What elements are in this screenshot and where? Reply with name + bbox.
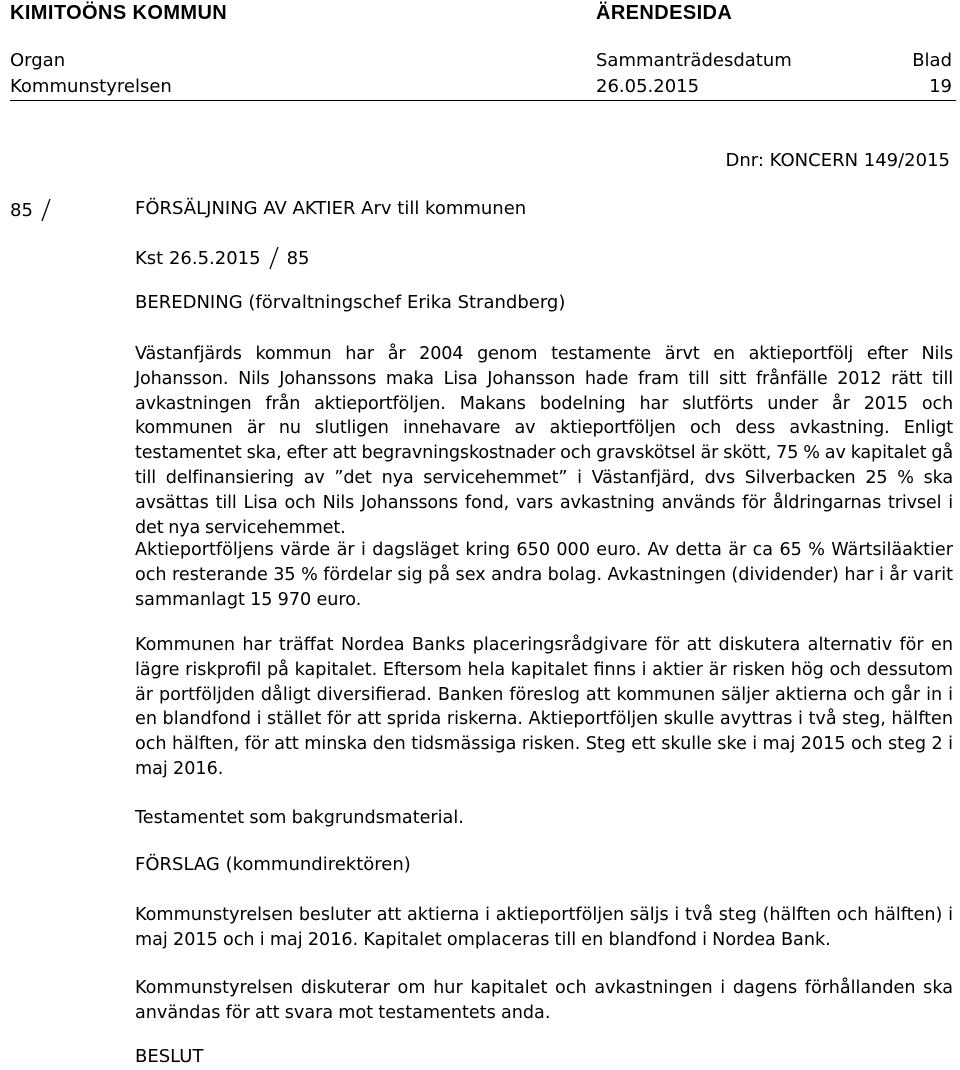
preparation-paragraph: Kommunen har träffat Nordea Banks placeringsrådgivare för att diskutera alternativ för en lägre riskprofil på kapitalet. Eftersom hela kapitalet finns i aktier är risken hög och dessutom är portföljden dåligt diversifierad. Banken föreslog att kommunen säljer aktierna och går in i en blandfond i stället för att sprida riskerna. Aktieportföljen skulle avyttras i två steg, hälften och hälften, för att minska den tidsmässiga risken. Steg ett skulle ske i maj 2015 och steg 2 i maj 2016. [135,635,953,779]
section-sign-icon [39,198,53,222]
kst-number: 85 [286,248,310,269]
kst-date: Kst 26.5.2015 [135,248,261,269]
proposal-paragraph: Kommunstyrelsen besluter att aktierna i aktieportföljen säljs i två steg (hälften och hälften) i maj 2015 och i maj 2016. Kapitalet omplaceras till en blandfond i Nordea Bank. [135,905,953,950]
preparation-heading: BEREDNING (förvaltningschef Erika Strandberg) [135,292,566,313]
kst-reference [135,246,309,270]
proposal-heading: FÖRSLAG (kommundirektören) [135,854,411,875]
preparation-paragraph: Aktieportföljens värde är i dagsläget kring 650 000 euro. Av detta är ca 65 % Wärtsiläaktier och resterande 35 % fördelar sig på sex andra bolag. Avkastningen (dividender) har i år varit sammanlagt 15 970 euro. [135,540,953,610]
page-label: Blad [912,50,952,71]
case-number: 85 [10,200,33,221]
municipality-name: KIMITOÖNS KOMMUN [10,2,228,24]
case-title: FÖRSÄLJNING AV AKTIER Arv till kommunen [135,198,527,219]
preparation-paragraph: Testamentet som bakgrundsmaterial. [135,808,464,828]
case-dnr: Dnr: KONCERN 149/2015 [725,150,950,171]
page-number: 19 [929,76,952,97]
preparation-paragraph: Västanfjärds kommun har år 2004 genom testamente ärvt en aktieportfölj efter Nils Johansson. Nils Johanssons maka Lisa Johansson hade fram till sitt frånfälle 2012 rätt till avkastningen från aktieportföljen. Makans bodelning har slutförts under år 2015 och kommunen är nu slutligen innehavare av aktieportföljen och dess avkastning. Enligt testamentet ska, efter att begravningskostnader och gravskötsel är skött, 75 % av kapitalet gå till delfinansiering av ”det nya servicehemmet” i Västanfjärd, dvs Silverbacken 25 % ska avsättas till Lisa och Nils Johanssons fond, vars avkastning används för åldringarnas trivsel i det nya servicehemmet. [135,344,953,538]
decision-heading: BESLUT [135,1046,204,1067]
section-sign-icon [267,246,281,270]
document-type: ÄRENDESIDA [596,2,733,24]
header-divider [10,100,956,101]
proposal-paragraph: Kommunstyrelsen diskuterar om hur kapitalet och avkastningen i dagens förhållanden ska användas för att svara mot testamentets anda. [135,978,953,1023]
meeting-date-value: 26.05.2015 [596,76,700,97]
meeting-date-label: Sammanträdesdatum [596,50,792,71]
organ-label: Organ [10,50,66,71]
case-section-number [10,198,53,222]
organ-value: Kommunstyrelsen [10,76,172,97]
